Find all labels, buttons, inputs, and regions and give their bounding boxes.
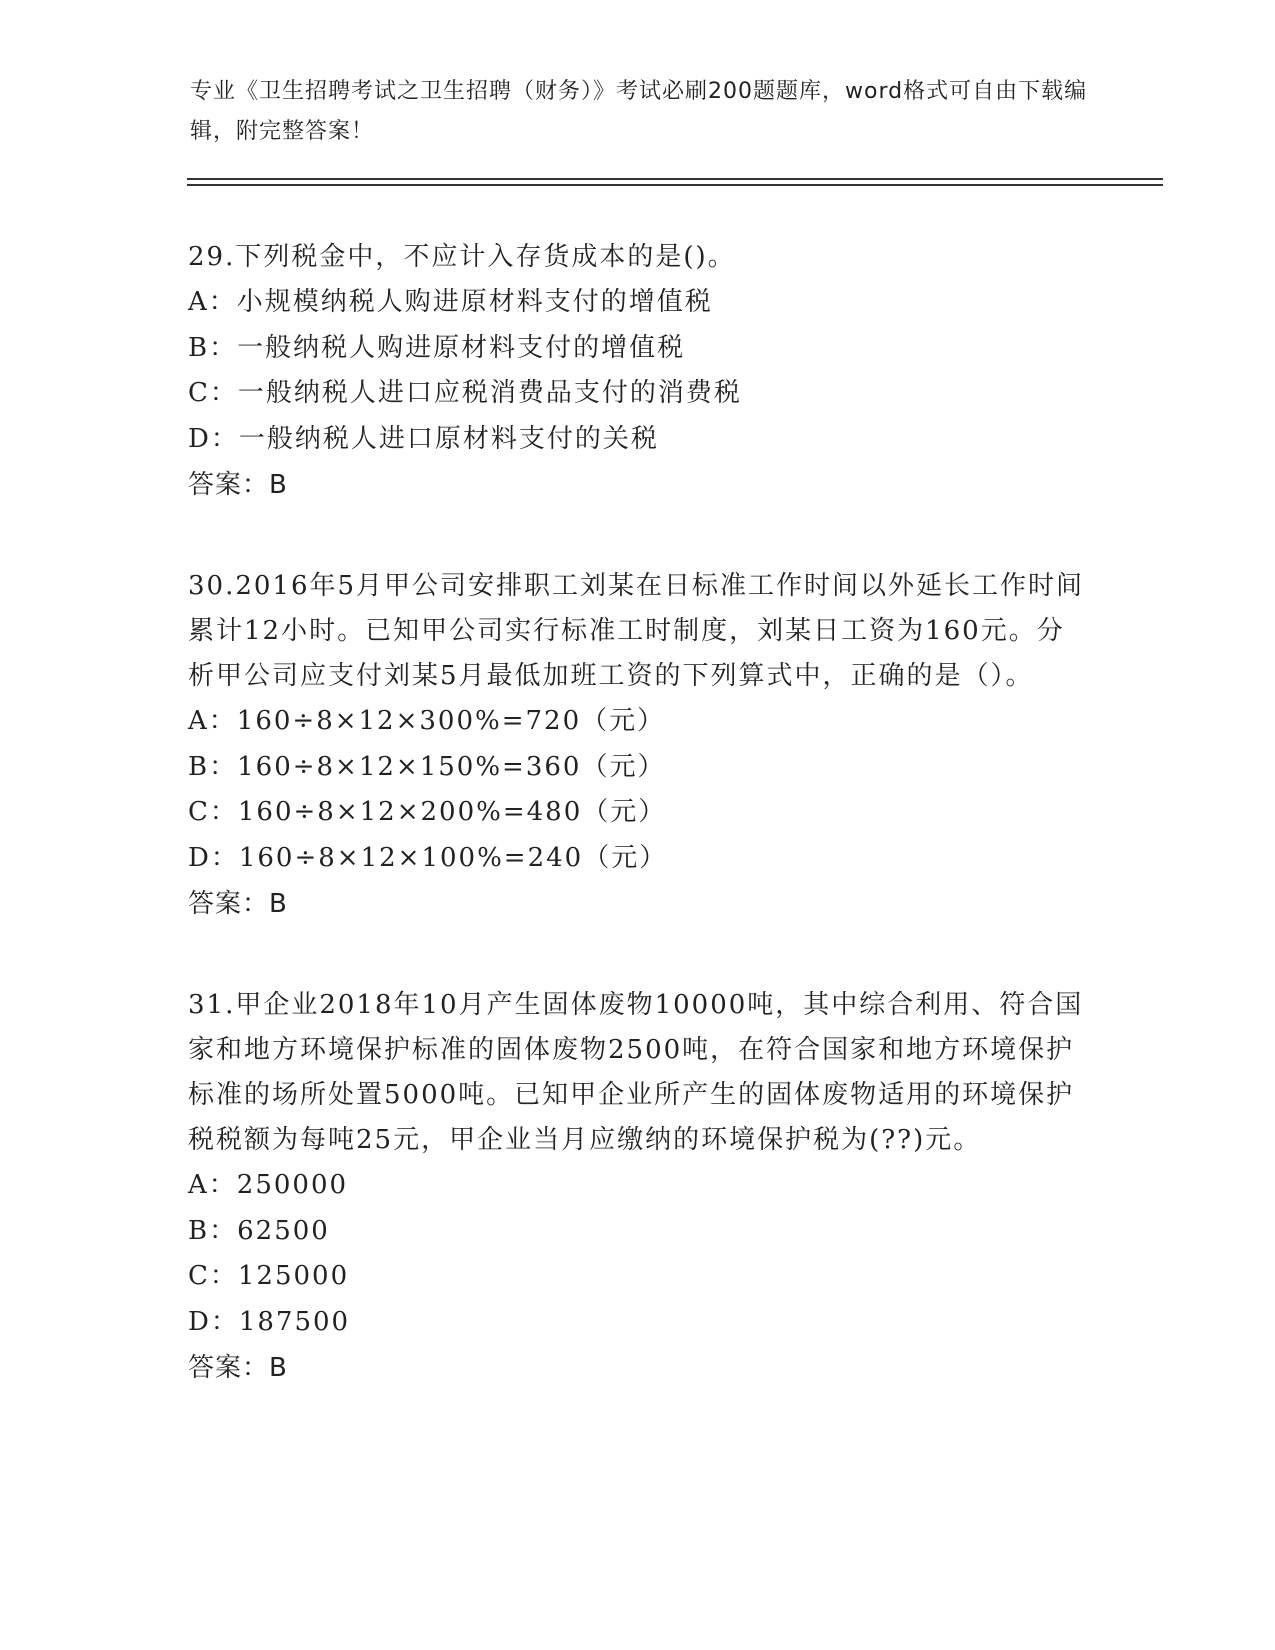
answer-line: 答案：B [188,1353,288,1383]
option-a: A：250000 [188,1170,349,1200]
option-c: C：160÷8×12×200%=480（元） [188,797,667,827]
option-b: B：62500 [188,1215,330,1246]
header-divider-top [187,178,1163,180]
option-d: D：160÷8×12×100%=240（元） [188,842,668,873]
answer-line: 答案：B [188,889,288,919]
question-31 [188,983,1088,1391]
document-header: 专业《卫生招聘考试之卫生招聘（财务）》考试必刷200题题库，word格式可自由下载编辑，附完整答案！ [190,79,1088,144]
answer-line: 答案：B [188,470,288,500]
option-c: C：一般纳税人进口应税消费品支付的消费税 [188,378,742,408]
option-b: B：160÷8×12×150%=360（元） [188,751,666,782]
option-b: B：一般纳税人购进原材料支付的增值税 [188,332,686,363]
option-d: D：一般纳税人进口原材料支付的关税 [188,423,659,454]
question-stem: 29.下列税金中，不应计入存货成本的是()。 [188,242,736,272]
option-a: A：小规模纳税人购进原材料支付的增值税 [188,287,713,317]
question-stem: 30.2016年5月甲公司安排职工刘某在日标准工作时间以外延长工作时间累计12小时。已知甲公司实行标准工时制度，刘某日工资为160元。分析甲公司应支付刘某5月最低加班工资的下列算式中，正确的是（）。 [188,571,1085,691]
option-c: C：125000 [188,1261,350,1291]
question-29 [188,235,1088,508]
option-d: D：187500 [188,1306,351,1337]
header-divider-bottom [187,184,1163,186]
option-a: A：160÷8×12×300%=720（元） [188,706,666,736]
question-30 [188,564,1088,927]
question-list [188,235,1088,1447]
question-stem: 31.甲企业2018年10月产生固体废物10000吨，其中综合利用、符合国家和地方环境保护标准的固体废物2500吨，在符合国家和地方环境保护标准的场所处置5000吨。已知甲企业所产生的固体废物适用的环境保护税税额为每吨25元，甲企业当月应缴纳的环境保护税为(??)元。 [188,990,1084,1155]
